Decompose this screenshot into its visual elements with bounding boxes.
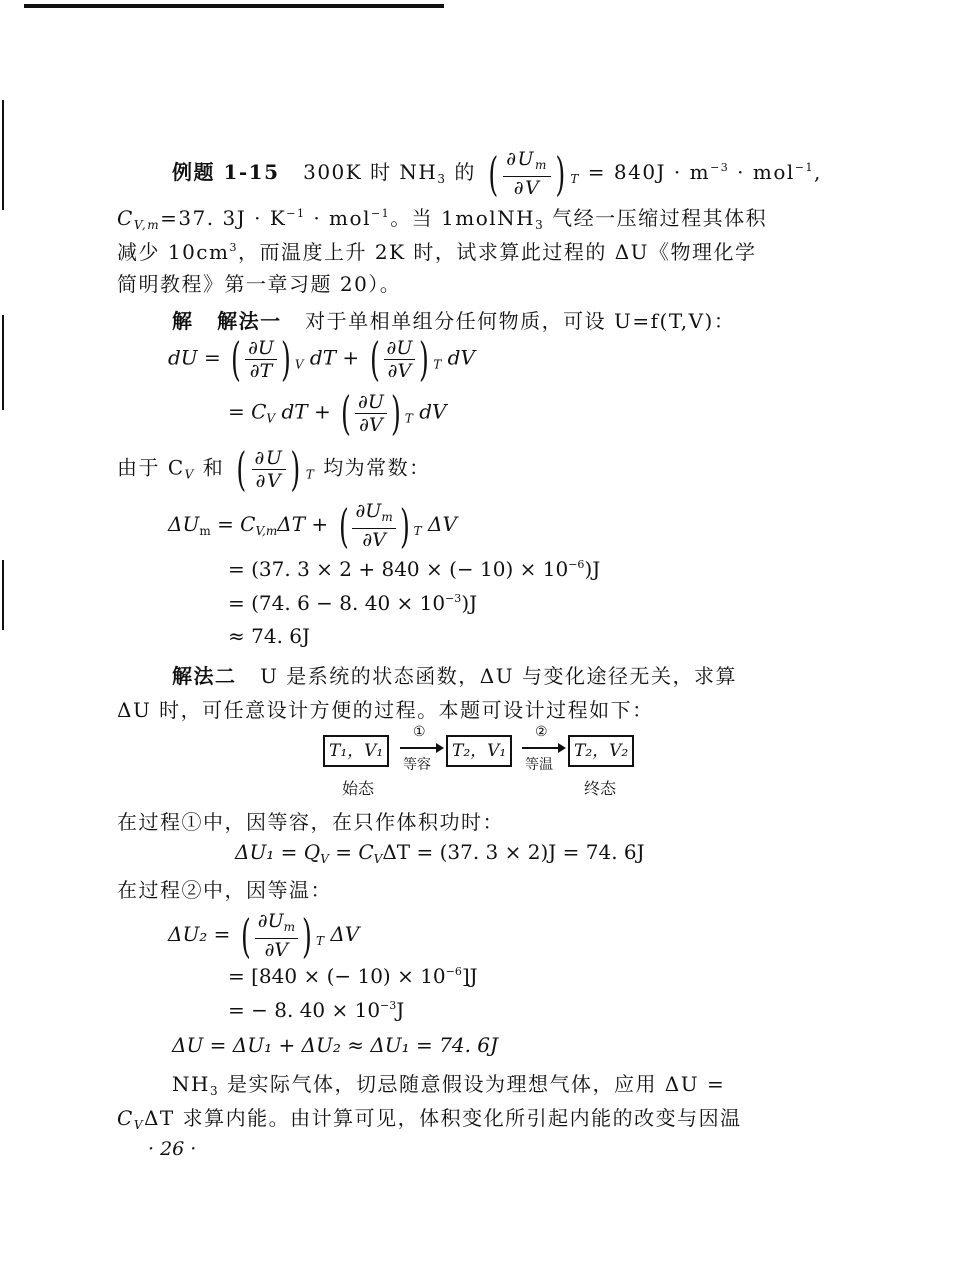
text: 均为常数：: [323, 455, 431, 480]
step2-label: 等温: [525, 757, 553, 773]
subscript: 3: [535, 218, 545, 232]
eq-text: = C: [217, 512, 256, 536]
subscript: T: [315, 934, 324, 948]
method1-label: 解法一: [217, 309, 282, 333]
superscript: −3: [445, 592, 462, 605]
eq-text: ΔU = ΔU₁ + ΔU₂ ≈ ΔU₁ = 74. 6J: [172, 1033, 499, 1057]
text: 气经一压缩过程其体积: [544, 206, 768, 230]
eq-text: J: [396, 998, 405, 1022]
eq-text: ]J: [461, 964, 478, 988]
subscript: V: [373, 852, 383, 866]
paren-open: (: [369, 332, 380, 386]
eq-text: dV: [447, 345, 475, 370]
text: 由于 C: [117, 455, 185, 480]
subscript: V: [133, 1118, 144, 1132]
paren-open: (: [338, 498, 349, 553]
eq-text: ΔT +: [277, 512, 329, 536]
paren-close: ): [399, 498, 410, 553]
eq-text: = (74. 6 − 8. 40 × 10: [228, 591, 446, 615]
eq-text: ≈ 74. 6J: [228, 624, 311, 648]
partial-fraction: [245, 337, 277, 382]
start-state-label: 始态: [342, 779, 375, 798]
denominator: ∂V: [387, 359, 412, 382]
conclusion-line-2: [117, 1102, 742, 1132]
numerator: ∂U: [355, 391, 387, 414]
process1-equation: [235, 840, 645, 866]
equation-9: [228, 998, 404, 1022]
text: 减少 10cm: [117, 240, 230, 264]
example-heading: 例题 1-15: [172, 160, 280, 184]
denominator: ∂V: [359, 413, 383, 436]
eq-text: = C: [228, 399, 267, 424]
equation-1: [168, 332, 475, 386]
process1-text: [117, 806, 504, 835]
example-line-2: [117, 202, 767, 232]
text: 在过程①中，因等容，在只作体积功时：: [117, 810, 504, 834]
top-border-line: [24, 4, 444, 8]
eq-text: = C: [328, 840, 374, 864]
method2-text: ΔU 时，可任意设计方便的过程。本题可设计过程如下：: [117, 698, 654, 722]
eq-text: ΔU₂ =: [168, 922, 231, 946]
method1-text: 对于单相单组分任何物质，可设 U=f(T,V)：: [305, 309, 736, 333]
method2-label: 解法二: [172, 664, 237, 688]
text: ,: [814, 160, 822, 184]
subscript: T: [404, 411, 413, 426]
paren-close: ): [290, 442, 302, 496]
eq-text: = [840 × (− 10) × 10: [228, 964, 446, 988]
text: 是实际气体，切忌随意假设为理想气体，应用 ΔU =: [219, 1072, 726, 1096]
paren-close: ): [555, 146, 566, 201]
paren-close: ): [390, 386, 401, 440]
paren-close: ): [302, 908, 312, 963]
state-box-3: T₂，V₂: [568, 735, 634, 767]
eq-text: = (37. 3 × 2 + 840 × (− 10) × 10: [228, 557, 569, 581]
method2-line-2: [117, 694, 654, 723]
value-text: = 840J · m: [587, 160, 711, 184]
eq-text: dT +: [309, 345, 360, 370]
step2-number: ②: [535, 724, 548, 740]
superscript: −1: [370, 207, 391, 220]
method2-line-1: [172, 660, 737, 689]
numerator: ∂U: [245, 337, 277, 360]
equation-6: [228, 624, 310, 648]
example-line-3: [117, 236, 757, 265]
superscript: −3: [710, 161, 730, 174]
partial-fraction: [255, 910, 298, 961]
subscript: 3: [209, 1084, 220, 1098]
subscript: m: [283, 920, 295, 934]
subscript: T: [413, 524, 422, 538]
arrow-step1: [400, 747, 442, 749]
subscript: 3: [437, 172, 447, 186]
equation-5: [228, 591, 477, 615]
superscript: −1: [794, 161, 815, 174]
numerator: ∂U: [506, 148, 536, 170]
text: · mol: [305, 206, 371, 230]
left-margin-mark: [2, 315, 4, 410]
superscript: −1: [286, 207, 306, 220]
denominator: ∂V: [362, 529, 386, 551]
paren-open: (: [236, 442, 248, 496]
text: C: [117, 206, 134, 230]
solution-method1-line: [172, 305, 735, 334]
text: 的: [446, 160, 476, 184]
denominator: ∂T: [249, 359, 273, 382]
eq-text: ΔT = (37. 3 × 2)J = 74. 6J: [382, 840, 645, 864]
numerator: ∂U: [252, 447, 287, 470]
constant-line: [117, 442, 431, 496]
superscript: −6: [445, 965, 462, 978]
subscript: V: [266, 411, 276, 426]
page-number: · 26 ·: [148, 1138, 197, 1160]
eq-text: dT +: [281, 399, 331, 424]
partial-fraction: [384, 337, 416, 382]
method2-text: U 是系统的状态函数，ΔU 与变化途径无关，求算: [260, 664, 737, 688]
step1-number: ①: [413, 724, 426, 740]
text: ，而温度上升 2K 时，试求算此过程的 ΔU《物理化学: [237, 240, 757, 264]
text: · mol: [729, 160, 795, 184]
denominator: ∂V: [513, 177, 541, 199]
superscript: 3: [229, 241, 238, 254]
denominator: ∂V: [255, 469, 283, 492]
denominator: ∂V: [264, 939, 289, 961]
equation-4: [228, 557, 600, 581]
subscript: m: [199, 524, 211, 538]
text: =37. 3J · K: [160, 206, 287, 230]
subscript: V,m: [133, 218, 161, 232]
eq-text: ΔV: [330, 922, 360, 946]
equation-3: [168, 500, 457, 551]
partial-fraction: [352, 500, 395, 551]
text: 在过程②中，因等温：: [117, 878, 332, 902]
text: NH: [172, 1072, 210, 1096]
text: 和: [194, 455, 225, 480]
process2-text: [117, 874, 332, 903]
eq-text: ΔV: [428, 512, 457, 536]
end-state-label: 终态: [584, 779, 617, 798]
text: 。当 1molNH: [390, 206, 536, 230]
eq-text: = − 8. 40 × 10: [228, 998, 381, 1022]
paren-open: (: [341, 386, 351, 440]
paren-open: (: [488, 146, 499, 201]
text: 简明教程》第一章习题 20）。: [117, 272, 402, 296]
example-line-4: [117, 268, 401, 297]
subscript: V: [320, 852, 329, 866]
conclusion-line-1: [172, 1068, 725, 1098]
subscript: m: [535, 158, 548, 172]
example-intro: 300K 时 NH: [303, 160, 438, 184]
subscript: m: [381, 510, 393, 524]
left-margin-mark: [2, 560, 4, 630]
superscript: −6: [568, 558, 585, 571]
partial-fraction: [355, 391, 387, 436]
text: ΔT 求算内能。由计算可见，体积变化所引起内能的改变与因温: [143, 1106, 742, 1130]
paren-close: ): [280, 332, 291, 386]
subscript: V,m: [255, 524, 278, 538]
eq-text: dV: [419, 399, 447, 424]
example-line-1: [172, 148, 822, 199]
subscript: V: [184, 467, 195, 482]
state-box-2: T₂，V₁: [446, 735, 512, 767]
numerator: ∂U: [384, 337, 416, 360]
subscript: T: [305, 467, 316, 482]
paren-close: ): [419, 332, 430, 386]
eq-text: ΔU: [168, 512, 200, 536]
numerator: ∂U: [257, 910, 284, 932]
numerator: ∂U: [355, 500, 382, 522]
equation-7: [168, 910, 359, 961]
left-margin-mark: [2, 100, 4, 210]
eq-text: ΔU₁ = Q: [235, 840, 321, 864]
subscript: T: [433, 357, 442, 372]
eq-text: )J: [584, 557, 601, 581]
equation-8: [228, 964, 478, 988]
subscript: V: [294, 357, 304, 372]
eq-text: dU =: [168, 345, 221, 370]
arrow-step2: [522, 747, 564, 749]
paren-open: (: [231, 332, 242, 386]
state-box-1: T₁，V₁: [323, 735, 389, 767]
paren-open: (: [240, 908, 251, 963]
equation-2: [228, 386, 447, 440]
equation-10: [172, 1033, 498, 1057]
superscript: −3: [380, 999, 397, 1012]
text: C: [117, 1106, 134, 1130]
subscript: T: [570, 172, 580, 186]
partial-fraction: [503, 148, 551, 199]
step1-label: 等容: [403, 757, 431, 773]
partial-fraction: [252, 447, 287, 492]
eq-text: )J: [461, 591, 478, 615]
solution-label: 解: [172, 309, 194, 333]
